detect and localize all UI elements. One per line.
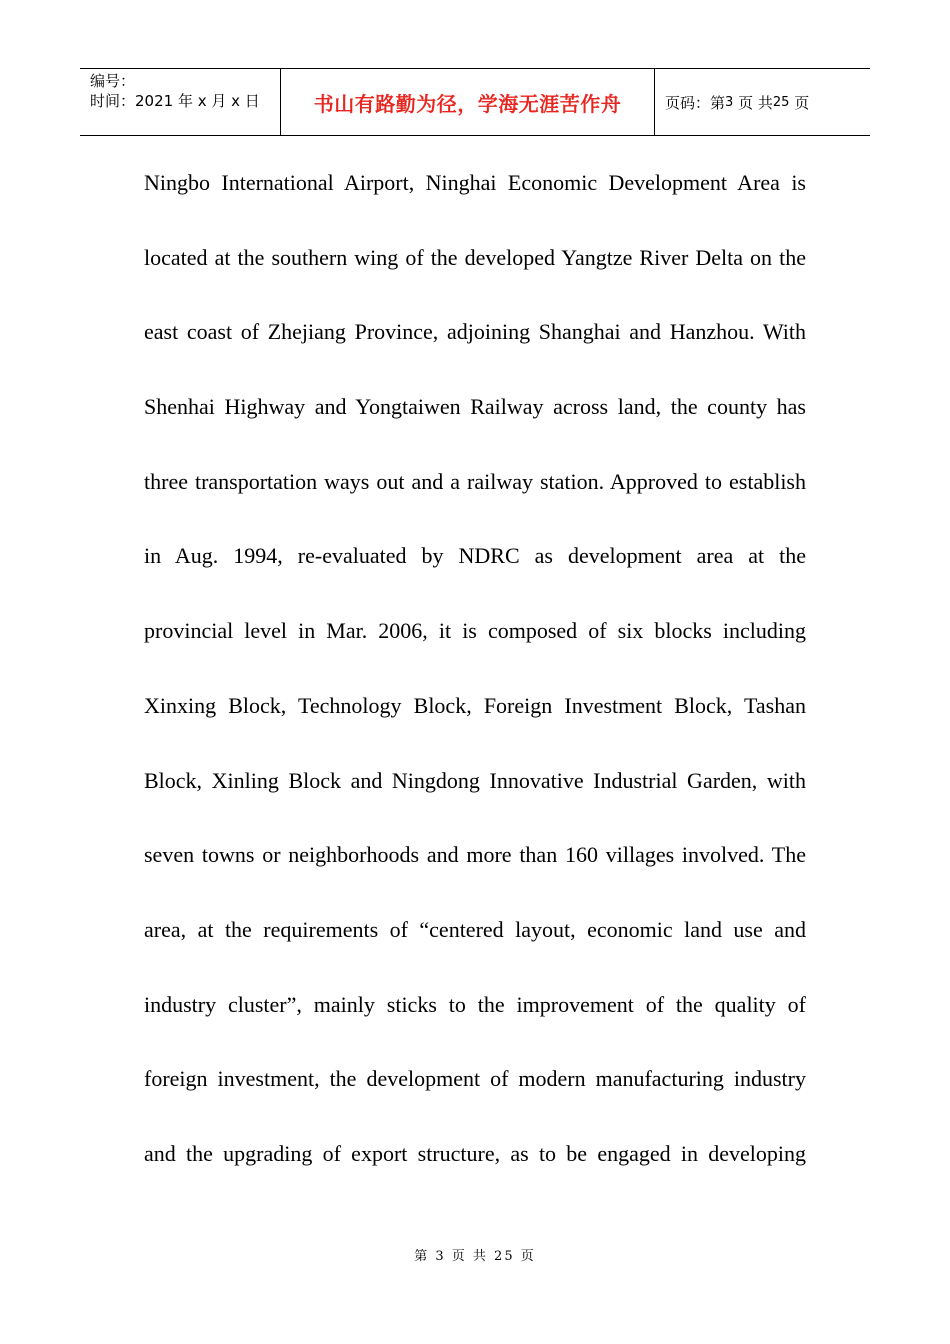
header-motto-cell (281, 69, 655, 135)
page-footer: 第 3 页 共 25 页 (414, 1249, 536, 1264)
text-line: seven towns or neighborhoods and more than 160 villages involved. The (144, 842, 806, 868)
page-header (80, 68, 870, 136)
text-line: foreign investment, the development of modern manufacturing industry (144, 1066, 806, 1092)
header-page-info (655, 69, 870, 135)
text-line: located at the southern wing of the developed Yangtze River Delta on the (144, 244, 806, 270)
header-meta (80, 69, 281, 135)
text-line: industry cluster”, mainly sticks to the improvement of the quality of (144, 991, 806, 1017)
page-label-suffix: 页 (794, 93, 810, 112)
text-line: east coast of Zhejiang Province, adjoining Shanghai and Hanzhou. With (144, 319, 806, 345)
document-number-label: 编号： (90, 72, 136, 90)
text-line: in Aug. 1994, re-evaluated by NDRC as development area at the (144, 543, 806, 569)
text-line: area, at the requirements of “centered layout, economic land use and (144, 916, 806, 942)
text-line: Xinxing Block, Technology Block, Foreign Investment Block, Tashan (144, 692, 806, 718)
text-line: and the upgrading of export structure, as to be engaged in developing (144, 1140, 806, 1166)
text-line: three transportation ways out and a railway station. Approved to establish (144, 468, 806, 494)
page-current: 3 (725, 94, 734, 110)
page-total: 25 (772, 94, 790, 110)
header-motto: 书山有路勤为径，学海无涯苦作舟 (313, 91, 622, 116)
text-line: Ningbo International Airport, Ninghai Economic Development Area is (144, 170, 806, 195)
text-line: provincial level in Mar. 2006, it is composed of six blocks including (144, 618, 806, 644)
text-line: Block, Xinling Block and Ningdong Innovative Industrial Garden, with (144, 767, 806, 793)
body-paragraph (144, 146, 806, 1192)
document-date: 时间：2021 年 x 月 x 日 (90, 92, 260, 110)
page-label-mid: 页 共 (738, 93, 773, 112)
page-label-prefix: 页码：第 (665, 93, 726, 112)
text-line: Shenhai Highway and Yongtaiwen Railway across land, the county has (144, 394, 806, 420)
